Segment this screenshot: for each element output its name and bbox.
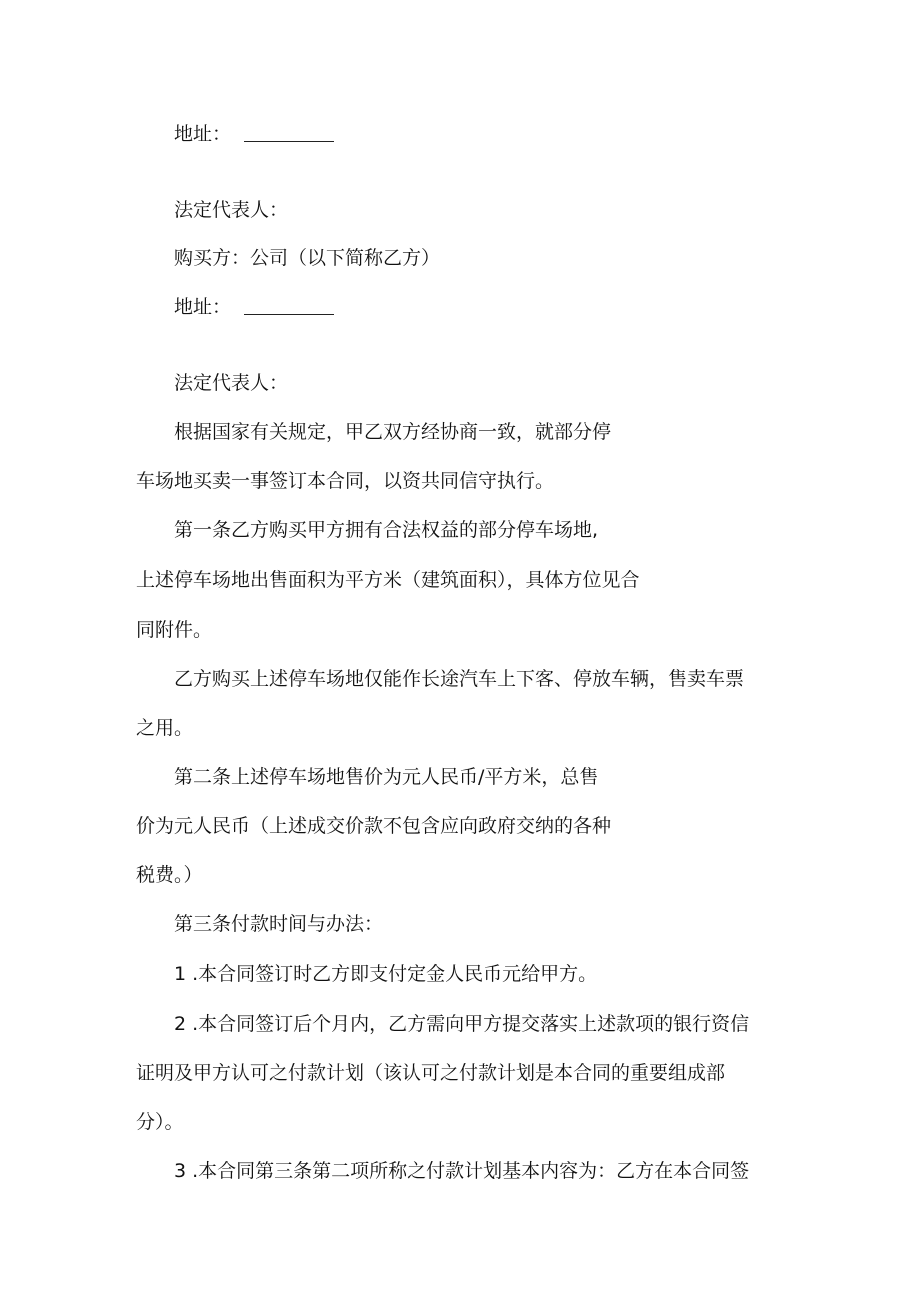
preamble-line-2: 车场地买卖一事签订本合同，以资共同信守执行。 xyxy=(136,470,555,492)
buyer-line: 购买方：公司（以下简称乙方） xyxy=(174,247,441,269)
buyer-legal-rep-label: 法定代表人： xyxy=(174,372,289,394)
seller-address-blank xyxy=(244,141,334,142)
preamble-line-1: 根据国家有关规定，甲乙双方经协商一致，就部分停 xyxy=(174,421,612,443)
item-2-line-1: 2 .本合同签订后个月内，乙方需向甲方提交落实上述款项的银行资信 xyxy=(174,1013,750,1035)
seller-legal-rep-label: 法定代表人： xyxy=(174,199,289,221)
article-2-line-2: 价为元人民币（上述成交价款不包含应向政府交纳的各种 xyxy=(136,815,612,837)
buyer-address-label: 地址： xyxy=(174,296,232,318)
buyer-address-blank xyxy=(244,314,334,315)
usage-line-1: 乙方购买上述停车场地仅能作长途汽车上下客、停放车辆，售卖车票 xyxy=(174,668,745,690)
usage-line-2: 之用。 xyxy=(136,717,194,739)
item-1: 1 .本合同签订时乙方即支付定金人民币元给甲方。 xyxy=(174,963,598,985)
item-3-line-1: 3 .本合同第三条第二项所称之付款计划基本内容为：乙方在本合同签 xyxy=(174,1160,750,1182)
article-2-line-1: 第二条上述停车场地售价为元人民币/平方米，总售 xyxy=(174,766,599,788)
seller-address-label: 地址： xyxy=(174,123,232,145)
article-1-line-3: 同附件。 xyxy=(136,619,213,641)
article-1-line-2: 上述停车场地出售面积为平方米（建筑面积），具体方位见合 xyxy=(136,569,640,591)
item-2-line-3: 分）。 xyxy=(136,1111,184,1133)
item-2-line-2: 证明及甲方认可之付款计划（该认可之付款计划是本合同的重要组成部 xyxy=(136,1062,726,1084)
article-1-line-1: 第一条乙方购买甲方拥有合法权益的部分停车场地, xyxy=(174,519,599,541)
article-2-line-3: 税费。） xyxy=(136,864,203,886)
article-3-title: 第三条付款时间与办法： xyxy=(174,913,384,935)
